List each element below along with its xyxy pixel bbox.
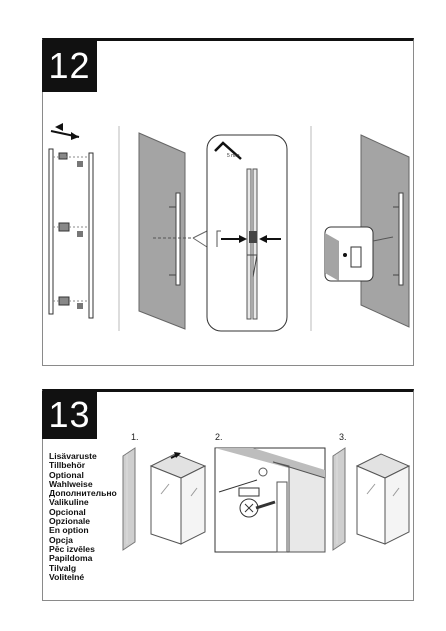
step-12-panel <box>42 38 414 366</box>
optional-label: Opcja <box>49 534 73 545</box>
optional-label: En option <box>49 525 89 536</box>
door-panel-with-detail <box>325 135 409 327</box>
cabinet-illustration-1 <box>123 448 205 550</box>
step-13-panel <box>42 389 414 601</box>
step-13-illustration <box>43 392 415 604</box>
step-12-illustration <box>43 41 415 369</box>
step-number: 12 <box>42 40 97 92</box>
step-number: 13 <box>42 391 97 439</box>
optional-label: Wahlweise <box>49 478 93 489</box>
sub-step-label: 2. <box>215 432 223 442</box>
handle-exploded-view <box>49 123 93 318</box>
screw-detail <box>215 448 325 552</box>
tool-label: 5 mm <box>227 153 240 159</box>
optional-label: Valikuline <box>49 497 89 508</box>
optional-label: Tillbehör <box>49 460 86 471</box>
sub-step-label: 1. <box>131 432 139 442</box>
detail-zoom <box>193 135 287 331</box>
optional-label: Pēc izvēles <box>49 543 95 554</box>
door-panel-with-handle <box>139 133 193 329</box>
optional-label: Volitelné <box>49 571 85 582</box>
cabinet-illustration-3 <box>333 448 409 550</box>
optional-label: Дополнительно <box>49 488 117 499</box>
optional-label: Lisävaruste <box>49 451 97 461</box>
optional-label: Papildoma <box>49 553 93 564</box>
optional-label: Optional <box>49 469 84 480</box>
optional-label: Tilvalg <box>49 562 77 573</box>
optional-label: Opzionale <box>49 516 91 527</box>
optional-label: Opcional <box>49 506 86 517</box>
sub-step-label: 3. <box>339 432 347 442</box>
